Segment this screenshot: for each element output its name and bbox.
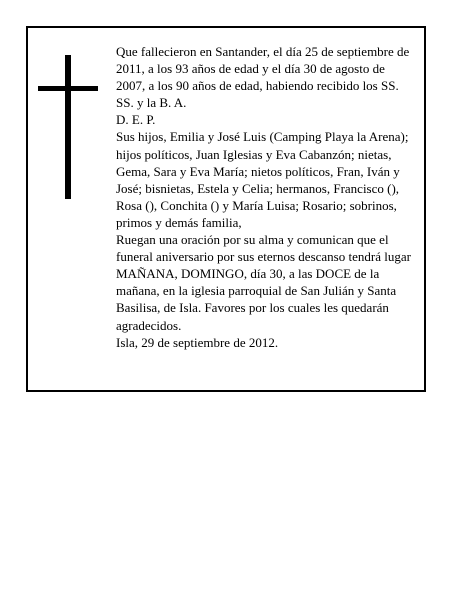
notice-body [116, 43, 416, 351]
cross-icon [38, 55, 98, 199]
notice-paragraph-death-dates: Que fallecieron en Santander, el día 25 de septiembre de 2011, a los 93 años de edad y el día 30 de agosto de 2007, a los 90 años de edad, habiendo recibido los SS. SS. y la B. A. [116, 44, 410, 111]
notice-paragraph-family: Sus hijos, Emilia y José Luis (Camping Playa la Arena); hijos políticos, Juan Iglesias y Eva Cabanzón; nietas, Gema, Sara y Eva María; nietos políticos, Fran, Iván y José; bisnietas, Estela y Celia; hermanos, Francisco (), Rosa (), Conchita () y María Luisa; Rosario; sobrinos, primos y demás familia, [116, 129, 409, 230]
cross-vertical-bar [65, 55, 71, 199]
notice-paragraph-dep: D. E. P. [116, 112, 156, 128]
obituary-notice [26, 26, 426, 392]
cross-horizontal-bar [38, 86, 98, 91]
notice-paragraph-funeral: Ruegan una oración por su alma y comunican que el funeral aniversario por sus eternos descanso tendrá lugar MAÑANA, DOMINGO, día 30, a las DOCE de la mañana, en la iglesia parroquial de San Julián y Santa Basilisa, de Isla. Favores por los cuales les quedarán agradecidos. [116, 232, 411, 333]
notice-paragraph-place-date: Isla, 29 de septiembre de 2012. [116, 334, 279, 350]
